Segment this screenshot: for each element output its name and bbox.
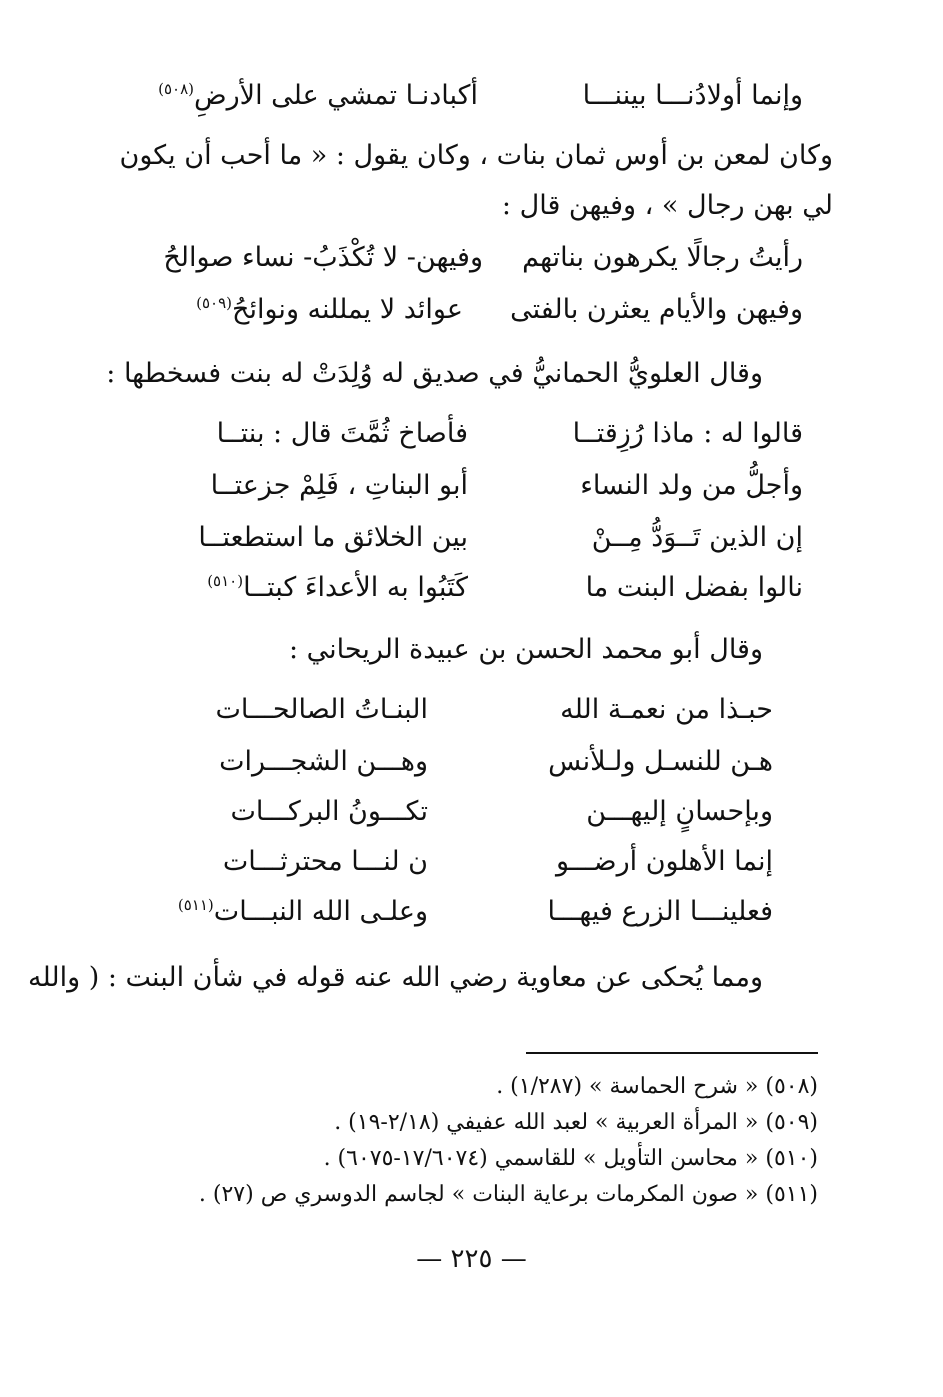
verse-hemistich: إن الذين تَــوَدُّ مِــنْ — [591, 522, 803, 553]
verse-hemistich: ن لنـــا محترثـــات — [222, 846, 428, 877]
verse-hemistich: هـن للنسـل ولـلأنس — [548, 746, 773, 777]
verse-hemistich: فأصاخ ثُمَّتَ قال : بنتــا — [216, 418, 468, 449]
verse-hemistich: وإنما أولادُنـــا بيننـــا — [582, 80, 803, 111]
verse-hemistich: كَتَبُوا به الأعداءَ كبتــا$^{(٥١٠)}$ — [207, 572, 468, 603]
footnote-divider — [526, 1052, 818, 1054]
footnote: (٥٠٩) « المرأة العربية » لعبد الله عفيفي (٢/١٨-١٩) . — [334, 1110, 818, 1135]
footnote-ref: (٥٠٨) — [158, 80, 194, 98]
verse-hemistich: أكبادنـا تمشي على الأرضِ$^{(٥٠٨)}$ — [158, 80, 478, 111]
verse-hemistich: تكـــونُ البركـــات — [230, 796, 428, 827]
prose-line: وقال العلويُّ الحمانيُّ في صديق له وُلِدَتْ له بنت فسخطها : — [106, 358, 763, 389]
footnote-ref: (٥١١) — [177, 896, 214, 914]
page-number: — ٢٢٥ — — [416, 1244, 527, 1274]
footnote-ref: (٥٠٩) — [196, 294, 233, 312]
verse-hemistich: نالوا بفضل البنت ما — [585, 572, 803, 603]
verse-hemistich: البنـاتُ الصالحـــات — [215, 694, 428, 725]
verse-hemistich: بين الخلائق ما استطعتــا — [198, 522, 468, 553]
footnote: (٥١١) « صون المكرمات برعاية البنات » لجاسم الدوسري ص (٢٧) . — [198, 1182, 818, 1207]
verse-hemistich: وبإحسانٍ إليهـــن — [586, 796, 773, 827]
verse-hemistich: وفيهن والأيام يعثرن بالفتى — [510, 294, 803, 325]
verse-hemistich: إنما الأهلون أرضـــو — [555, 846, 773, 877]
verse-hemistich: وعلـى الله النبـــات$^{(٥١١)}$ — [177, 896, 428, 927]
verse-hemistich: عوائد لا يمللنه ونوائحُ$^{(٥٠٩)}$ — [196, 294, 463, 325]
prose-line: وقال أبو محمد الحسن بن عبيدة الريحاني : — [288, 634, 763, 665]
footnote-ref: (٥١٠) — [207, 572, 244, 590]
prose-line: لي بهن رجال » ، وفيهن قال : — [501, 190, 833, 221]
prose-line: ومما يُحكى عن معاوية رضي الله عنه قوله في شأن البنت : ( والله — [27, 962, 763, 993]
prose-line: وكان لمعن بن أوس ثمان بنات ، وكان يقول : « ما أحب أن يكون — [119, 140, 833, 171]
verse-hemistich: وفيهن- لا تُكْذَبُ- نساء صوالحُ — [163, 242, 483, 273]
footnote: (٥٠٨) « شرح الحماسة » (١/٢٨٧) . — [496, 1074, 818, 1099]
verse-hemistich: حبـذا من نعمـة الله — [560, 694, 773, 725]
verse-hemistich: رأيتُ رجالًا يكرهون بناتهم — [522, 242, 803, 273]
verse-hemistich: فعلينـــا الزرع فيهـــا — [547, 896, 773, 927]
verse-hemistich: وأجلُّ من ولد النساء — [580, 470, 803, 501]
verse-hemistich: أبو البناتِ ، فَلِمْ جزعتــا — [210, 470, 468, 501]
verse-hemistich: وهـــن الشجـــرات — [219, 746, 428, 777]
footnote: (٥١٠) « محاسن التأويل » للقاسمي (١٧/٦٠٧٤-٦٠٧٥) . — [323, 1146, 818, 1171]
verse-hemistich: قالوا له : ماذا رُزِقتــا — [572, 418, 803, 449]
